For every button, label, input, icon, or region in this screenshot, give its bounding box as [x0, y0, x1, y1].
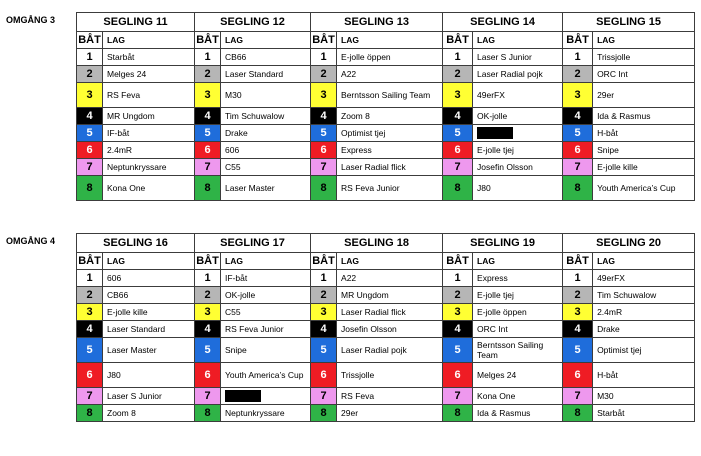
race-header: SEGLING 12	[195, 13, 311, 32]
race-header: SEGLING 18	[311, 234, 443, 253]
boat-number: 1	[195, 49, 221, 66]
boat-number: 7	[195, 388, 221, 405]
omgang-4-label: OMGÅNG 4	[6, 236, 56, 246]
boat-number: 5	[195, 125, 221, 142]
table-row	[77, 405, 695, 422]
boat-column-header: BÅT	[443, 253, 473, 270]
team-column-header: LAG	[103, 253, 195, 270]
boat-number: 3	[77, 83, 103, 108]
team-name: E-jolle kille	[103, 304, 195, 321]
team-name: A22	[337, 270, 443, 287]
boat-number: 1	[563, 49, 593, 66]
team-column-header: LAG	[337, 32, 443, 49]
boat-number: 8	[195, 176, 221, 201]
table-row	[77, 159, 695, 176]
boat-number: 1	[77, 49, 103, 66]
boat-number: 5	[311, 125, 337, 142]
team-name: ORC Int	[593, 66, 695, 83]
team-name: Laser Radial flick	[337, 304, 443, 321]
table-row	[77, 363, 695, 388]
boat-number: 6	[77, 142, 103, 159]
boat-number: 6	[563, 142, 593, 159]
team-name: Kona One	[103, 176, 195, 201]
team-name: E-jolle öppen	[337, 49, 443, 66]
table-row	[77, 388, 695, 405]
boat-number: 2	[311, 287, 337, 304]
team-name: Tim Schuwalow	[593, 287, 695, 304]
team-name: IF-båt	[221, 270, 311, 287]
team-name: 49erFX	[593, 270, 695, 287]
team-name: OK-jolle	[473, 108, 563, 125]
table-row	[77, 49, 695, 66]
boat-number: 8	[195, 405, 221, 422]
team-name: CB66	[103, 287, 195, 304]
boat-number: 4	[443, 108, 473, 125]
team-name: 606	[103, 270, 195, 287]
boat-number: 7	[311, 388, 337, 405]
boat-number: 2	[195, 287, 221, 304]
team-name: Laser Radial flick	[337, 159, 443, 176]
team-name: Laser Master	[103, 338, 195, 363]
boat-number: 6	[311, 363, 337, 388]
team-name: Ida & Rasmus	[473, 405, 563, 422]
team-name	[221, 388, 311, 405]
boat-column-header: BÅT	[311, 253, 337, 270]
team-name: E-jolle öppen	[473, 304, 563, 321]
boat-column-header: BÅT	[77, 32, 103, 49]
team-name: RS Feva Junior	[221, 321, 311, 338]
boat-number: 1	[443, 49, 473, 66]
boat-number: 8	[77, 176, 103, 201]
table-row	[77, 321, 695, 338]
boat-number: 2	[195, 66, 221, 83]
team-name: Laser Radial pojk	[473, 66, 563, 83]
team-name: Neptunkryssare	[103, 159, 195, 176]
boat-number: 8	[311, 405, 337, 422]
omgang-3-label: OMGÅNG 3	[6, 15, 56, 25]
boat-number: 5	[563, 338, 593, 363]
team-column-header: LAG	[103, 32, 195, 49]
team-name: Snipe	[593, 142, 695, 159]
team-name: 606	[221, 142, 311, 159]
boat-number: 6	[311, 142, 337, 159]
boat-number: 1	[311, 270, 337, 287]
race-header: SEGLING 17	[195, 234, 311, 253]
boat-number: 7	[77, 388, 103, 405]
team-name: Berntsson Sailing Team	[337, 83, 443, 108]
team-name: Laser Radial pojk	[337, 338, 443, 363]
team-name: Youth America’s Cup	[221, 363, 311, 388]
team-name: Melges 24	[473, 363, 563, 388]
team-column-header: LAG	[593, 32, 695, 49]
boat-number: 2	[443, 66, 473, 83]
team-name: Express	[473, 270, 563, 287]
boat-number: 3	[77, 304, 103, 321]
team-name: 49erFX	[473, 83, 563, 108]
boat-number: 2	[77, 287, 103, 304]
boat-number: 1	[563, 270, 593, 287]
boat-number: 2	[443, 287, 473, 304]
team-name: J80	[473, 176, 563, 201]
boat-number: 6	[443, 363, 473, 388]
boat-number: 8	[563, 176, 593, 201]
boat-column-header: BÅT	[563, 253, 593, 270]
team-name: J80	[103, 363, 195, 388]
race-header: SEGLING 14	[443, 13, 563, 32]
team-name: H-båt	[593, 363, 695, 388]
schedule-table-omgang-3	[76, 12, 695, 201]
race-header: SEGLING 16	[77, 234, 195, 253]
boat-number: 4	[77, 321, 103, 338]
boat-number: 6	[563, 363, 593, 388]
team-name: A22	[337, 66, 443, 83]
boat-number: 1	[195, 270, 221, 287]
boat-number: 4	[443, 321, 473, 338]
boat-number: 3	[563, 304, 593, 321]
team-name: Zoom 8	[103, 405, 195, 422]
race-header: SEGLING 15	[563, 13, 695, 32]
boat-number: 3	[195, 83, 221, 108]
schedule-table-omgang-4	[76, 233, 695, 422]
team-name: Drake	[221, 125, 311, 142]
boat-number: 6	[77, 363, 103, 388]
boat-number: 7	[563, 388, 593, 405]
boat-number: 7	[443, 159, 473, 176]
team-name: E-jolle kille	[593, 159, 695, 176]
team-name: H-båt	[593, 125, 695, 142]
boat-column-header: BÅT	[195, 253, 221, 270]
team-name: Starbåt	[593, 405, 695, 422]
team-name: Laser S Junior	[473, 49, 563, 66]
table-row	[77, 66, 695, 83]
boat-column-header: BÅT	[195, 32, 221, 49]
team-name: 2.4mR	[593, 304, 695, 321]
team-name: 2.4mR	[103, 142, 195, 159]
team-name: Trissjolle	[337, 363, 443, 388]
team-name: E-jolle tjej	[473, 287, 563, 304]
team-name: Optimist tjej	[593, 338, 695, 363]
boat-number: 1	[443, 270, 473, 287]
redaction-box	[225, 390, 261, 402]
team-name: Express	[337, 142, 443, 159]
boat-number: 5	[443, 125, 473, 142]
boat-column-header: BÅT	[311, 32, 337, 49]
boat-number: 5	[311, 338, 337, 363]
table-row	[77, 142, 695, 159]
team-name: Laser S Junior	[103, 388, 195, 405]
boat-number: 7	[195, 159, 221, 176]
team-name: MR Ungdom	[337, 287, 443, 304]
boat-number: 5	[563, 125, 593, 142]
team-name: Josefin Olsson	[337, 321, 443, 338]
team-name	[473, 125, 563, 142]
team-name: Kona One	[473, 388, 563, 405]
boat-number: 8	[443, 405, 473, 422]
team-name: Starbåt	[103, 49, 195, 66]
team-name: M30	[221, 83, 311, 108]
boat-number: 2	[563, 287, 593, 304]
team-column-header: LAG	[221, 32, 311, 49]
table-row	[77, 83, 695, 108]
boat-number: 4	[195, 321, 221, 338]
team-name: Snipe	[221, 338, 311, 363]
boat-number: 3	[443, 83, 473, 108]
redaction-box	[477, 127, 513, 139]
boat-number: 3	[311, 83, 337, 108]
boat-column-header: BÅT	[563, 32, 593, 49]
boat-number: 2	[311, 66, 337, 83]
boat-number: 2	[77, 66, 103, 83]
team-name: E-jolle tjej	[473, 142, 563, 159]
boat-number: 5	[195, 338, 221, 363]
team-column-header: LAG	[221, 253, 311, 270]
race-header: SEGLING 20	[563, 234, 695, 253]
team-name: Josefin Olsson	[473, 159, 563, 176]
boat-number: 6	[195, 363, 221, 388]
team-name: Drake	[593, 321, 695, 338]
boat-number: 7	[443, 388, 473, 405]
team-name: Laser Standard	[221, 66, 311, 83]
team-column-header: LAG	[473, 32, 563, 49]
team-name: Tim Schuwalow	[221, 108, 311, 125]
team-name: 29er	[593, 83, 695, 108]
boat-number: 4	[563, 321, 593, 338]
team-name: C55	[221, 159, 311, 176]
team-name: Youth America’s Cup	[593, 176, 695, 201]
boat-number: 1	[311, 49, 337, 66]
table-row	[77, 287, 695, 304]
boat-number: 7	[563, 159, 593, 176]
team-name: RS Feva	[103, 83, 195, 108]
boat-number: 5	[77, 338, 103, 363]
team-name: CB66	[221, 49, 311, 66]
boat-number: 8	[311, 176, 337, 201]
race-header: SEGLING 13	[311, 13, 443, 32]
team-name: IF-båt	[103, 125, 195, 142]
boat-number: 4	[311, 108, 337, 125]
table-row	[77, 108, 695, 125]
boat-number: 7	[77, 159, 103, 176]
boat-number: 3	[195, 304, 221, 321]
boat-number: 3	[563, 83, 593, 108]
team-name: MR Ungdom	[103, 108, 195, 125]
table-row	[77, 304, 695, 321]
team-name: Melges 24	[103, 66, 195, 83]
team-column-header: LAG	[473, 253, 563, 270]
boat-number: 4	[311, 321, 337, 338]
team-name: 29er	[337, 405, 443, 422]
boat-number: 4	[195, 108, 221, 125]
team-name: Trissjolle	[593, 49, 695, 66]
boat-number: 8	[443, 176, 473, 201]
boat-number: 1	[77, 270, 103, 287]
boat-number: 6	[195, 142, 221, 159]
race-header: SEGLING 11	[77, 13, 195, 32]
table-row	[77, 125, 695, 142]
team-name: Neptunkryssare	[221, 405, 311, 422]
boat-number: 7	[311, 159, 337, 176]
team-name: Laser Master	[221, 176, 311, 201]
boat-number: 4	[77, 108, 103, 125]
team-name: Ida & Rasmus	[593, 108, 695, 125]
team-name: C55	[221, 304, 311, 321]
team-column-header: LAG	[593, 253, 695, 270]
team-name: M30	[593, 388, 695, 405]
table-row	[77, 338, 695, 363]
table-row	[77, 176, 695, 201]
team-name: RS Feva	[337, 388, 443, 405]
boat-number: 3	[311, 304, 337, 321]
team-name: Zoom 8	[337, 108, 443, 125]
team-name: OK-jolle	[221, 287, 311, 304]
team-name: Berntsson Sailing Team	[473, 338, 563, 363]
boat-number: 3	[443, 304, 473, 321]
boat-number: 8	[563, 405, 593, 422]
team-name: Laser Standard	[103, 321, 195, 338]
boat-column-header: BÅT	[77, 253, 103, 270]
team-name: Optimist tjej	[337, 125, 443, 142]
boat-number: 4	[563, 108, 593, 125]
boat-number: 5	[77, 125, 103, 142]
team-column-header: LAG	[337, 253, 443, 270]
boat-number: 5	[443, 338, 473, 363]
boat-number: 6	[443, 142, 473, 159]
race-header: SEGLING 19	[443, 234, 563, 253]
table-row	[77, 270, 695, 287]
boat-number: 2	[563, 66, 593, 83]
team-name: ORC Int	[473, 321, 563, 338]
boat-column-header: BÅT	[443, 32, 473, 49]
team-name: RS Feva Junior	[337, 176, 443, 201]
boat-number: 8	[77, 405, 103, 422]
